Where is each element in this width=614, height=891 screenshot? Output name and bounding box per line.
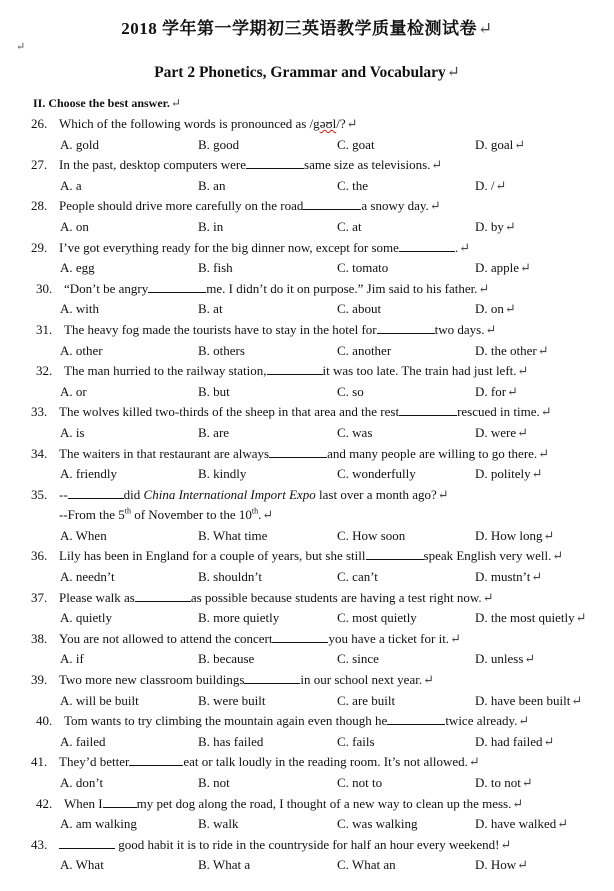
phonetic-symbol: əʊl (319, 116, 337, 131)
part-title: Part 2 Phonetics, Grammar and Vocabulary↵ (154, 64, 460, 81)
option-a[interactable]: A. needn’t (60, 569, 115, 585)
option-d[interactable]: D. were↵ (475, 424, 529, 440)
question-number: 27. (31, 157, 48, 173)
stem-text: The man hurried to the railway station, (64, 363, 267, 379)
question-item (0, 155, 614, 196)
stem-text: /? (336, 116, 346, 131)
paragraph-mark: ↵ (500, 836, 512, 852)
options-row (0, 855, 614, 876)
paragraph-mark: ↵ (16, 41, 26, 53)
option-d[interactable]: D. the most quietly↵ (475, 610, 587, 626)
option-b[interactable]: B. not (198, 775, 230, 790)
options-row (0, 608, 614, 629)
option-b[interactable]: B. more quietly (198, 610, 280, 626)
exam-title: 2018 学年第一学期初三英语教学质量检测试卷↵ (121, 19, 493, 38)
option-c[interactable]: C. since (337, 651, 379, 667)
stem-text: speak English very well. (423, 548, 552, 564)
option-d[interactable]: D. goal↵ (475, 136, 526, 152)
stem-text: a snowy day. (361, 198, 429, 214)
question-number: 39. (31, 672, 48, 688)
stem-text: me. I didn’t do it on purpose.” Jim said to his father. (206, 280, 478, 296)
question-number: 33. (31, 404, 48, 420)
paragraph-mark: ↵ (429, 198, 441, 214)
paragraph-mark: ↵ (423, 672, 434, 688)
answer-blank[interactable] (387, 711, 445, 725)
question-text (59, 835, 511, 856)
question-text (59, 629, 461, 650)
option-d[interactable]: D. /↵ (475, 177, 507, 193)
answer-blank[interactable] (272, 629, 328, 643)
paragraph-mark: ↵ (431, 157, 443, 173)
paragraph-mark: ↵ (557, 816, 569, 832)
paragraph-mark: ↵ (575, 610, 587, 626)
option-c[interactable]: C. at (337, 218, 362, 234)
option-d[interactable]: D. unless↵ (475, 651, 536, 667)
option-a[interactable]: A. a (60, 177, 82, 193)
option-c[interactable]: C. fails (337, 733, 375, 749)
option-b[interactable]: B. kindly (198, 466, 247, 482)
options-row (0, 299, 614, 320)
answer-blank[interactable] (103, 794, 137, 808)
stem-text: --From the 5 (59, 507, 125, 523)
option-d[interactable]: D. had failed↵ (475, 733, 555, 749)
option-c[interactable]: C. can’t (337, 569, 378, 585)
stem-text: my pet dog along the road, I thought of a new way to clean up the mess. (136, 795, 512, 811)
option-c[interactable]: C. How soon (337, 527, 406, 543)
question-text (64, 320, 496, 341)
answer-blank[interactable] (135, 588, 191, 602)
option-d[interactable]: D. mustn’t↵ (475, 569, 543, 585)
stem-text: good habit it is to ride in the countryside for half an hour every weekend! (115, 836, 500, 852)
stem-text: in our school next year. (300, 672, 423, 688)
question-item (0, 320, 614, 361)
option-b[interactable]: B. What a (198, 857, 251, 873)
option-b[interactable]: B. were built (198, 692, 266, 708)
question-stem (0, 835, 614, 856)
stem-text: The heavy fog made the tourists have to stay in the hotel for (64, 321, 377, 337)
question-list (0, 114, 614, 876)
paragraph-mark: ↵ (504, 218, 516, 234)
question-stem (0, 114, 614, 135)
paragraph-mark: ↵ (346, 116, 358, 131)
option-a[interactable]: A. failed (60, 733, 106, 749)
stem-text: you have a ticket for it. (328, 630, 450, 646)
question-stem (0, 238, 614, 259)
stem-text: They’d better (59, 754, 130, 770)
question-item (0, 588, 614, 629)
question-number: 41. (31, 754, 48, 770)
question-item (0, 238, 614, 279)
question-number: 28. (31, 198, 48, 214)
answer-blank[interactable] (129, 752, 183, 766)
option-c[interactable]: C. so (337, 383, 364, 399)
question-item (0, 752, 614, 793)
stem-text: as possible because students are having a test right now. (190, 589, 482, 605)
option-a[interactable]: A. What (60, 857, 104, 873)
options-row (0, 526, 614, 547)
paragraph-mark: ↵ (543, 733, 555, 749)
stem-text: Tom wants to try climbing the mountain again even though he (64, 713, 388, 729)
paragraph-mark: ↵ (520, 260, 531, 276)
question-stem (0, 794, 614, 815)
question-item (0, 402, 614, 443)
question-number: 26. (31, 116, 48, 131)
paragraph-mark: ↵ (262, 507, 274, 523)
option-b[interactable]: B. shouldn’t (198, 569, 263, 585)
question-number: 31. (36, 321, 53, 337)
option-a[interactable]: A. don’t (60, 775, 104, 790)
option-d[interactable]: D. apple↵ (475, 260, 531, 276)
answer-blank[interactable] (377, 320, 435, 334)
stem-text: did (123, 486, 144, 502)
question-text (59, 402, 552, 423)
paragraph-mark: ↵ (571, 692, 583, 708)
option-c[interactable]: C. another (337, 342, 392, 358)
question-stem (0, 361, 614, 382)
paragraph-mark: ↵ (504, 301, 516, 317)
expo-name: China International Import Expo (143, 486, 316, 502)
question-number: 29. (31, 239, 48, 255)
question-item (0, 279, 614, 320)
option-c[interactable]: C. are built (337, 692, 396, 708)
question-text (59, 546, 563, 567)
question-number: 40. (36, 713, 53, 729)
paragraph-mark: ↵ (512, 795, 524, 811)
question-item (0, 444, 614, 485)
question-item (0, 114, 614, 155)
paragraph-mark: ↵ (537, 342, 549, 358)
question-stem (0, 196, 614, 217)
question-number: 34. (31, 445, 48, 461)
stem-text: When I (64, 795, 103, 811)
question-stem (0, 588, 614, 609)
paragraph-mark: ↵ (459, 239, 471, 255)
options-row (0, 814, 614, 835)
question-text (59, 588, 494, 609)
paragraph-mark: ↵ (517, 857, 529, 873)
question-number: 32. (36, 363, 53, 379)
question-text (64, 279, 489, 300)
question-item (0, 711, 614, 752)
answer-blank[interactable] (244, 670, 300, 684)
paragraph-mark: ↵ (478, 280, 490, 296)
question-text (64, 794, 523, 815)
option-b[interactable]: B. at (198, 301, 223, 317)
question-item (0, 835, 614, 876)
options-row (0, 341, 614, 362)
paragraph-mark: ↵ (495, 177, 507, 193)
answer-blank[interactable] (269, 444, 327, 458)
option-a[interactable]: A. quietly (60, 610, 112, 626)
paragraph-mark: ↵ (482, 589, 494, 605)
option-a[interactable]: A. will be built (60, 692, 139, 708)
option-a[interactable]: A. on (60, 218, 89, 234)
option-d[interactable]: D. for↵ (475, 383, 518, 399)
question-stem (0, 546, 614, 567)
question-text (59, 196, 441, 217)
options-row (0, 691, 614, 712)
option-a[interactable]: A. is (60, 424, 85, 440)
answer-blank[interactable] (267, 361, 323, 375)
stem-text: eat or talk loudly in the reading room. It’s not allowed. (183, 754, 468, 770)
stem-text: of November to the 10 (130, 507, 252, 523)
stem-text: twice already. (445, 713, 518, 729)
stem-text: You are not allowed to attend the concert (59, 630, 273, 646)
option-c[interactable]: C. not to (337, 775, 383, 790)
question-item (0, 485, 614, 547)
question-text (59, 155, 442, 176)
paragraph-mark: ↵ (531, 569, 543, 585)
option-b[interactable]: B. walk (198, 816, 239, 832)
question-number: 30. (36, 280, 53, 296)
stem-text: “Don’t be angry (64, 280, 149, 296)
option-b[interactable]: B. are (198, 424, 230, 440)
option-a[interactable]: A. gold (60, 136, 99, 152)
options-row (0, 217, 614, 238)
paragraph-mark: ↵ (437, 486, 449, 502)
option-c[interactable]: C. What an (337, 857, 396, 873)
question-stem (0, 444, 614, 465)
question-stem (0, 279, 614, 300)
option-c[interactable]: C. was walking (337, 816, 418, 832)
options-row (0, 176, 614, 197)
option-b[interactable]: B. others (198, 342, 245, 358)
option-d[interactable]: D. How↵ (475, 857, 529, 873)
option-d[interactable]: D. on↵ (475, 301, 516, 317)
option-a[interactable]: A. or (60, 383, 87, 399)
stem-text: same size as televisions. (304, 157, 431, 173)
option-b[interactable]: B. because (198, 651, 255, 667)
question-text (59, 444, 549, 465)
paragraph-mark: ↵ (468, 754, 480, 770)
question-stem (0, 752, 614, 773)
options-row (0, 382, 614, 403)
paragraph-mark: ↵ (518, 713, 530, 729)
stem-text: Please walk as (59, 589, 135, 605)
option-a[interactable]: A. with (60, 301, 99, 317)
question-text (59, 485, 449, 506)
options-row (0, 135, 614, 156)
question-number: 37. (31, 589, 48, 605)
stem-text: In the past, desktop computers were (59, 157, 247, 173)
paragraph-mark: ↵ (485, 321, 497, 337)
paragraph-mark: ↵ (517, 424, 529, 440)
option-a[interactable]: A. if (60, 651, 84, 667)
paragraph-mark: ↵ (521, 775, 533, 790)
options-row (0, 464, 614, 485)
answer-blank[interactable] (246, 155, 304, 169)
paragraph-mark: ↵ (514, 136, 526, 152)
stem-text: and many people are willing to go there. (327, 445, 538, 461)
stem-text: I’ve got everything ready for the big dinner now, except for some (59, 239, 399, 255)
option-a[interactable]: A. am walking (60, 816, 137, 832)
paragraph-mark: ↵ (531, 466, 543, 482)
options-row (0, 773, 614, 794)
question-stem (0, 670, 614, 691)
option-c[interactable]: C. most quietly (337, 610, 417, 626)
paragraph-mark: ↵ (552, 548, 564, 564)
paragraph-mark: ↵ (540, 404, 552, 420)
question-number: 36. (31, 548, 48, 564)
question-item (0, 196, 614, 237)
option-b[interactable]: B. in (198, 218, 224, 234)
question-number: 38. (31, 630, 48, 646)
options-row (0, 567, 614, 588)
option-c[interactable]: C. was (337, 424, 373, 440)
stem-text: People should drive more carefully on the road (59, 198, 304, 214)
answer-blank[interactable] (303, 196, 361, 210)
paragraph-mark: ↵ (543, 527, 555, 543)
question-text (64, 711, 529, 732)
option-c[interactable]: C. wonderfully (337, 466, 416, 482)
option-d[interactable]: D. the other↵ (475, 342, 549, 358)
option-b[interactable]: B. What time (198, 527, 268, 543)
answer-blank[interactable] (399, 402, 457, 416)
question-stem (0, 402, 614, 423)
question-text (59, 670, 434, 691)
question-number: 35. (31, 486, 48, 502)
option-c[interactable]: C. about (337, 301, 382, 317)
question-item (0, 361, 614, 402)
paragraph-mark: ↵ (538, 445, 550, 461)
question-number: 42. (36, 795, 53, 811)
option-d[interactable]: D. politely↵ (475, 466, 543, 482)
option-d[interactable]: D. How long↵ (475, 527, 555, 543)
stem-text: Lily has been in England for a couple of years, but she still (59, 548, 366, 564)
option-a[interactable]: A. friendly (60, 466, 118, 482)
option-b[interactable]: B. has failed (198, 733, 264, 749)
options-row (0, 258, 614, 279)
question-text (59, 114, 358, 135)
answer-blank[interactable] (59, 835, 115, 849)
paragraph-mark: ↵ (507, 383, 518, 399)
stem-text: -- (59, 486, 68, 502)
options-row (0, 649, 614, 670)
question-text (59, 752, 480, 773)
question-item (0, 794, 614, 835)
option-b[interactable]: B. an (198, 177, 226, 193)
stem-text: The wolves killed two-thirds of the sheep in that area and the rest (59, 404, 400, 420)
stem-text: The waiters in that restaurant are always (59, 445, 270, 461)
stem-text: Two more new classroom buildings (59, 672, 245, 688)
question-stem-line2 (0, 505, 614, 526)
option-a[interactable]: A. egg (60, 260, 95, 276)
question-item (0, 629, 614, 670)
answer-blank[interactable] (68, 485, 124, 499)
question-stem (0, 711, 614, 732)
question-stem (0, 320, 614, 341)
superscript: th (124, 506, 131, 516)
question-item (0, 546, 614, 587)
paragraph-mark: ↵ (524, 651, 536, 667)
option-b[interactable]: B. fish (198, 260, 233, 276)
option-d[interactable]: D. to not↵ (475, 775, 533, 790)
question-number: 43. (31, 836, 48, 852)
stem-text: . (454, 239, 459, 255)
option-a[interactable]: A. When (60, 527, 107, 543)
stem-text: Which of the following words is pronounced as /g (59, 116, 320, 131)
option-c[interactable]: C. goat (337, 136, 375, 152)
stem-text: last over a month ago? (315, 486, 437, 502)
question-text (59, 505, 273, 526)
question-text (59, 238, 470, 259)
option-c[interactable]: C. tomato (337, 260, 389, 276)
answer-blank[interactable] (366, 546, 424, 560)
paragraph-mark: ↵ (450, 630, 461, 646)
options-row (0, 732, 614, 753)
section-title: II. Choose the best answer.↵ (33, 96, 181, 110)
question-stem (0, 155, 614, 176)
option-b[interactable]: B. but (198, 383, 230, 399)
question-item (0, 670, 614, 711)
question-text (64, 361, 528, 382)
stem-text: . (258, 507, 262, 523)
stem-text: it was too late. The train had just left. (322, 363, 517, 379)
question-stem (0, 629, 614, 650)
answer-blank[interactable] (399, 238, 455, 252)
answer-blank[interactable] (148, 279, 206, 293)
option-a[interactable]: A. other (60, 342, 103, 358)
stem-text: rescued in time. (457, 404, 540, 420)
stem-text: two days. (434, 321, 485, 337)
paragraph-mark: ↵ (517, 363, 529, 379)
option-b[interactable]: B. good (198, 136, 240, 152)
question-stem (0, 485, 614, 506)
option-d[interactable]: D. by↵ (475, 218, 516, 234)
option-d[interactable]: D. have been built↵ (475, 692, 583, 708)
options-row (0, 423, 614, 444)
option-c[interactable]: C. the (337, 177, 369, 193)
option-d[interactable]: D. have walked↵ (475, 816, 569, 832)
superscript: th (251, 506, 259, 516)
